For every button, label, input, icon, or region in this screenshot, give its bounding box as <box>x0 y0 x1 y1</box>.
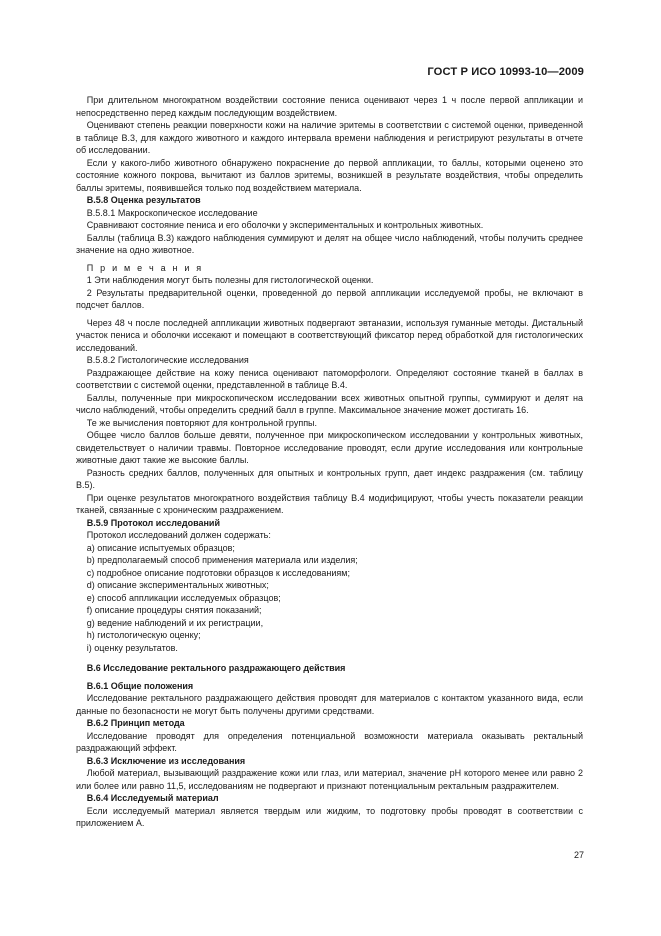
paragraph: Оценивают степень реакции поверхности кожи на наличие эритемы в соответствии с системой оценки, приведенной в таблице В.3, для каждого животного и каждого интервала времени наблюдения и регистрируют результаты в отчете об исследовании. <box>76 120 583 155</box>
paragraph: Через 48 ч после последней аппликации животных подвергают эвтаназии, используя гуманные методы. Дистальный участок пениса и оболочки иссекают и помещают в соответствующий фиксатор перед обработкой для гистологических исследований. <box>76 317 583 353</box>
section-heading: В.6.4 Исследуемый материал <box>86 793 219 803</box>
section-heading: В.5.8 Оценка результатов <box>86 195 201 205</box>
section-heading: В.6.3 Исключение из исследования <box>86 755 246 766</box>
page-body <box>76 94 583 830</box>
section-heading: В.6.2 Принцип метода <box>86 718 185 728</box>
note-item: 2 Результаты предварительной оценки, проведенной до первой аппликации исследуемой пробы, не включают в подсчет баллов. <box>76 287 583 310</box>
paragraph: При длительном многократном воздействии состояние пениса оценивают через 1 ч после первой аппликации и непосредственно перед каждым последующим воздействием. <box>76 95 583 118</box>
paragraph: Любой материал, вызывающий раздражение кожи или глаз, или материал, значение pH которого менее или равно 2 или более или равно 11,5, исследованиям не подвергают и признают потенциальным ректальным раздражителем. <box>76 768 583 791</box>
list-item: b) предполагаемый способ применения материала или изделия; <box>86 555 358 565</box>
paragraph: Баллы, полученные при микроскопическом исследовании всех животных опытной группы, суммируют и делят на число наблюдений, чтобы определить средний балл в группе. Максимальное значение может достигать 16. <box>76 392 583 415</box>
paragraph: Если у какого-либо животного обнаружено покраснение до первой аппликации, то баллы, которыми оценено это состояние кожного покрова, вычитают из баллов эритемы, возникшей в результате воздействия, чтобы определить баллы эритемы, появившейся только под воздействием материала. <box>76 157 583 193</box>
document-number: ГОСТ Р ИСО 10993-10—2009 <box>427 66 584 78</box>
note-item: 1 Эти наблюдения могут быть полезны для гистологической оценки. <box>86 275 374 285</box>
paragraph: Баллы (таблица В.3) каждого наблюдения суммируют и делят на общее число наблюдений, чтобы получить среднее значение на одно животное. <box>76 232 583 255</box>
subsection-heading: В.5.8.2 Гистологические исследования <box>86 355 249 365</box>
paragraph: Те же вычисления повторяют для контрольной группы. <box>86 417 318 428</box>
paragraph: Раздражающее действие на кожу пениса оценивают патоморфологи. Определяют состояние тканей в баллах в соответствии с системой оценки, представленной в таблице В.4. <box>76 367 583 390</box>
list-item: e) способ аппликации исследуемых образцов; <box>86 592 281 603</box>
list-item: c) подробное описание подготовки образцов к исследованиям; <box>86 567 350 578</box>
paragraph: При оценке результатов многократного воздействия таблицу В.4 модифицируют, чтобы учесть показатели реакции тканей, связанные с хроническим раздражением. <box>76 492 583 515</box>
list-item: a) описание испытуемых образцов; <box>86 542 235 553</box>
paragraph: Разность средних баллов, полученных для опытных и контрольных групп, дает индекс раздражения (см. таблицу В.5). <box>76 467 583 490</box>
section-heading: В.6 Исследование ректального раздражающего действия <box>86 663 346 673</box>
list-item: g) ведение наблюдений и их регистрации, <box>86 617 264 628</box>
paragraph: Протокол исследований должен содержать: <box>86 530 271 540</box>
list-item: i) оценку результатов. <box>86 642 178 653</box>
section-heading: В.6.1 Общие положения <box>86 680 194 691</box>
page-number: 27 <box>573 850 584 860</box>
paragraph: Сравнивают состояние пениса и его оболочки у экспериментальных и контрольных животных. <box>86 220 484 230</box>
paragraph: Исследование проводят для определения потенциальной возможности материала оказывать ректальный раздражающий эффект. <box>76 730 583 753</box>
paragraph: Если исследуемый материал является твердым или жидким, то подготовку пробы проводят в соответствии с приложением А. <box>76 805 583 828</box>
paragraph: Исследование ректального раздражающего действия проводят для материалов с контактом указанного вида, если данные по безопасности не могут быть получены другими средствами. <box>76 693 583 716</box>
notes-heading: П р и м е ч а н и я <box>86 262 204 273</box>
paragraph: Общее число баллов больше девяти, полученное при микроскопическом исследовании у контрольных животных, свидетельствует о наличии травмы. Повторное исследование проводят, если другие исследования или контрольные животные дают такие же высокие баллы. <box>76 430 583 465</box>
section-heading: В.5.9 Протокол исследований <box>86 517 220 528</box>
list-item: h) гистологическую оценку; <box>86 630 201 640</box>
list-item: d) описание экспериментальных животных; <box>86 580 269 590</box>
subsection-heading: В.5.8.1 Макроскопическое исследование <box>86 207 258 218</box>
list-item: f) описание процедуры снятия показаний; <box>86 605 262 615</box>
